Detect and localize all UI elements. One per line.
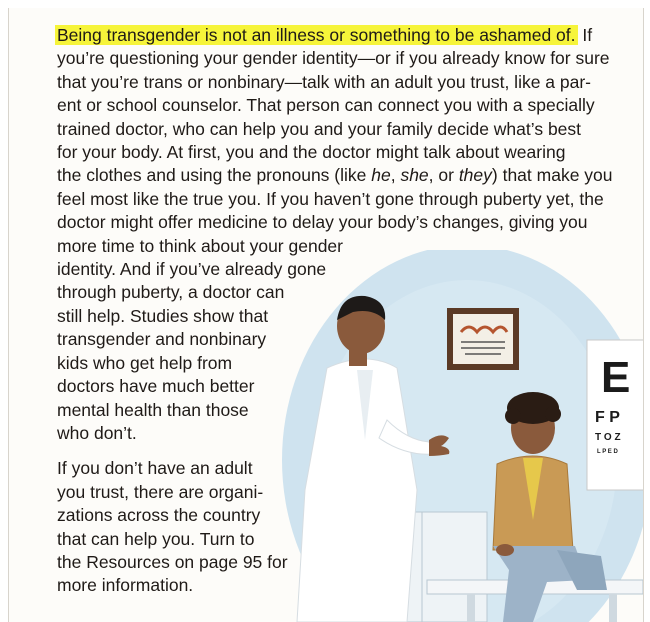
text-line-1: Being transgender is not an illness or something to be ashamed of. If <box>57 25 593 45</box>
text-line-20: you trust, there are organi- <box>57 481 264 502</box>
eye-chart-row-3: T O Z <box>595 432 621 443</box>
paragraph-gap <box>57 445 613 457</box>
text-line-24: more information. <box>57 575 194 596</box>
text-line-12: through puberty, a doctor can <box>57 282 285 303</box>
text-line-13: still help. Studies show that <box>57 305 269 326</box>
eye-chart-row-1: E <box>601 353 631 402</box>
body-text <box>57 24 613 598</box>
text-line-3: that you’re trans or nonbinary—talk with an adult you trust, like a par- <box>57 71 592 92</box>
text-line-19: If you don’t have an adult <box>57 458 253 479</box>
text-line-4: ent or school counselor. That person can connect you with a specially <box>57 95 595 116</box>
text-line-18: who don’t. <box>57 422 137 443</box>
text-line-6: for your body. At first, you and the doctor might talk about wearing <box>57 142 566 163</box>
eye-chart-row-4: L P E D <box>597 449 618 455</box>
text-line-15: kids who get help from <box>57 352 233 373</box>
book-page <box>8 8 644 622</box>
text-line-21: zations across the country <box>57 505 261 526</box>
text-line-8: feel most like the true you. If you haven’t gone through puberty yet, the <box>57 188 604 209</box>
text-line-14: transgender and nonbinary <box>57 329 267 350</box>
text-line-10: more time to think about your gender <box>57 235 343 256</box>
text-line-23: the Resources on page 95 for <box>57 551 288 572</box>
text-line-2: you’re questioning your gender identity—or if you already know for sure <box>57 48 610 69</box>
highlighted-sentence: Being transgender is not an illness or something to be ashamed of. <box>57 25 576 45</box>
text-line-5: trained doctor, who can help you and your family decide what’s best <box>57 118 582 139</box>
text-line-9: doctor might offer medicine to delay your body’s changes, giving you <box>57 212 588 233</box>
text-line-22: that can help you. Turn to <box>57 528 255 549</box>
text-line-7: the clothes and using the pronouns (like he, she, or they) that make you <box>57 165 613 186</box>
text-line-17: mental health than those <box>57 399 249 420</box>
text-line-11: identity. And if you’ve already gone <box>57 259 327 280</box>
text-line-16: doctors have much better <box>57 376 255 397</box>
eye-chart-row-2: F P <box>595 409 620 426</box>
